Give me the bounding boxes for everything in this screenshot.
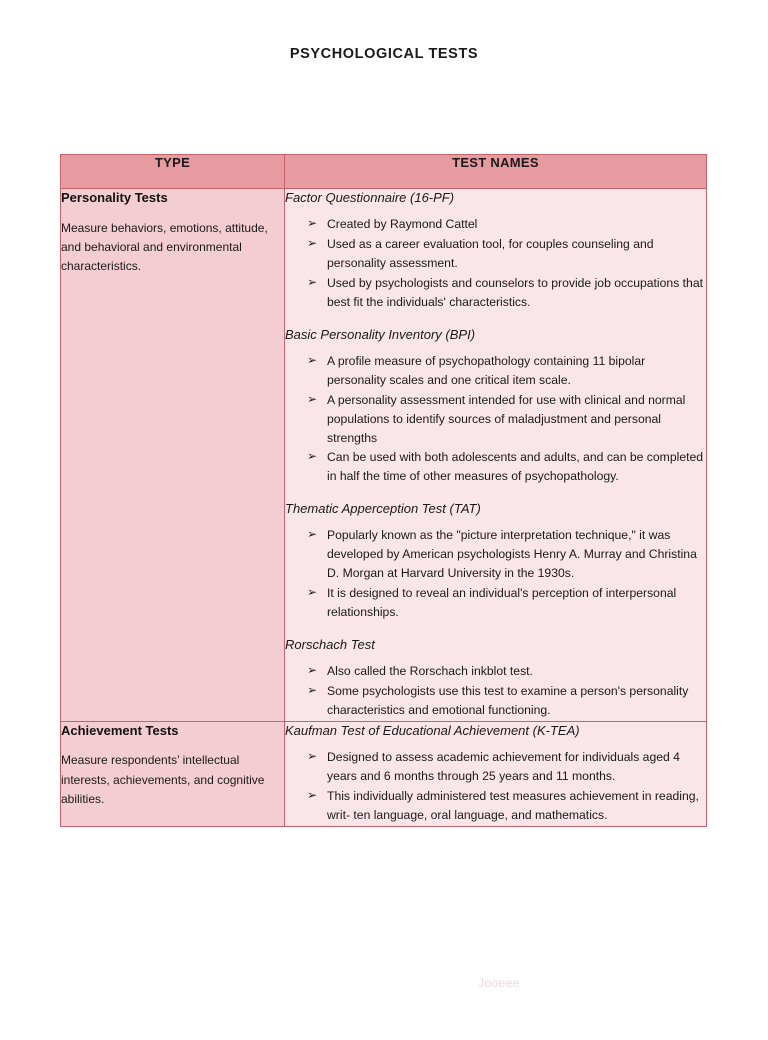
list-item-text: Created by Raymond Cattel xyxy=(327,217,478,232)
type-title: Personality Tests xyxy=(61,190,168,205)
type-cell xyxy=(61,721,285,826)
test-names-cell xyxy=(285,189,707,722)
list-item-text: A profile measure of psychopathology containing 11 bipolar personality scales and one critical item scale. xyxy=(327,353,646,387)
test-name: Factor Questionnaire (16-PF) xyxy=(285,190,455,205)
list-item-text: This individually administered test measures achievement in reading, writ- ten language, oral language, and mathematics. xyxy=(327,788,699,822)
arrow-bullet-icon: ➢ xyxy=(307,216,318,231)
arrow-bullet-icon: ➢ xyxy=(307,236,318,251)
test-group xyxy=(285,722,706,825)
test-group xyxy=(285,500,706,622)
arrow-bullet-icon: ➢ xyxy=(307,527,318,542)
test-names-cell xyxy=(285,721,707,826)
test-name: Kaufman Test of Educational Achievement (K-TEA) xyxy=(285,722,580,738)
list-item xyxy=(307,215,706,234)
list-item xyxy=(307,682,706,720)
type-description: Measure respondents’ intellectual interests, achievements, and cognitive abilities. xyxy=(61,753,265,807)
list-item-text: Can be used with both adolescents and adults, and can be completed in half the time of other measures of psychopathology. xyxy=(327,450,704,484)
list-item-text: Designed to assess academic achievement for individuals aged 4 years and 6 months through 25 years and 11 months. xyxy=(327,750,680,783)
test-group xyxy=(285,326,706,487)
arrow-bullet-icon: ➢ xyxy=(307,683,318,698)
list-item xyxy=(307,662,706,681)
watermark xyxy=(0,976,768,990)
table-body xyxy=(61,189,707,827)
psychological-tests-table xyxy=(60,154,707,827)
list-item xyxy=(307,274,706,312)
list-item xyxy=(307,584,706,622)
table-header-row xyxy=(61,155,707,189)
test-point-list xyxy=(285,352,706,486)
arrow-bullet-icon: ➢ xyxy=(307,663,318,678)
arrow-bullet-icon: ➢ xyxy=(307,352,318,367)
test-group xyxy=(285,189,706,312)
arrow-bullet-icon: ➢ xyxy=(307,749,318,764)
test-point-list xyxy=(285,662,706,720)
test-group xyxy=(285,636,706,720)
watermark-text: Jooeee xyxy=(478,976,520,990)
list-item xyxy=(307,787,706,825)
test-point-list xyxy=(285,748,706,825)
column-header-test-names: TEST NAMES xyxy=(285,155,707,189)
column-header-type: TYPE xyxy=(61,155,285,189)
list-item-text: Used by psychologists and counselors to provide job occupations that best fit the individuals' characteristics. xyxy=(327,275,704,309)
type-title: Achievement Tests xyxy=(61,722,179,738)
type-description: Measure behaviors, emotions, attitude, and behavioral and environmental characteristics. xyxy=(61,220,268,274)
list-item-text: A personality assessment intended for use with clinical and normal populations to identify sources of maladjustment and personal strengths xyxy=(327,392,686,445)
arrow-bullet-icon: ➢ xyxy=(307,274,318,289)
table-row xyxy=(61,189,707,722)
list-item xyxy=(307,448,706,486)
test-point-list xyxy=(285,215,706,312)
list-item-text: Used as a career evaluation tool, for couples counseling and personality assessment. xyxy=(327,237,654,270)
page-title: PSYCHOLOGICAL TESTS xyxy=(289,46,479,62)
list-item xyxy=(307,748,706,786)
list-item xyxy=(307,235,706,273)
test-name: Rorschach Test xyxy=(285,636,375,652)
arrow-bullet-icon: ➢ xyxy=(307,449,318,464)
document-page xyxy=(0,46,768,1040)
list-item xyxy=(307,391,706,448)
list-item-text: Popularly known as the "picture interpretation technique," it was developed by American psychologists Henry A. Murray and Christina D. Morgan at Harvard University in the 1930s. xyxy=(327,528,697,581)
arrow-bullet-icon: ➢ xyxy=(307,391,318,406)
list-item-text: Some psychologists use this test to examine a person's personality characteristics and emotional functioning. xyxy=(327,684,689,717)
type-cell xyxy=(61,189,285,722)
list-item-text: Also called the Rorschach inkblot test. xyxy=(327,664,533,679)
arrow-bullet-icon: ➢ xyxy=(307,787,318,802)
table-header xyxy=(61,155,707,189)
list-item-text: It is designed to reveal an individual's perception of interpersonal relationships. xyxy=(327,586,677,620)
table-row xyxy=(61,721,707,826)
list-item xyxy=(307,352,706,390)
test-name: Basic Personality Inventory (BPI) xyxy=(285,326,476,342)
list-item xyxy=(307,526,706,583)
arrow-bullet-icon: ➢ xyxy=(307,585,318,600)
test-name: Thematic Apperception Test (TAT) xyxy=(285,501,481,517)
test-point-list xyxy=(285,526,706,622)
